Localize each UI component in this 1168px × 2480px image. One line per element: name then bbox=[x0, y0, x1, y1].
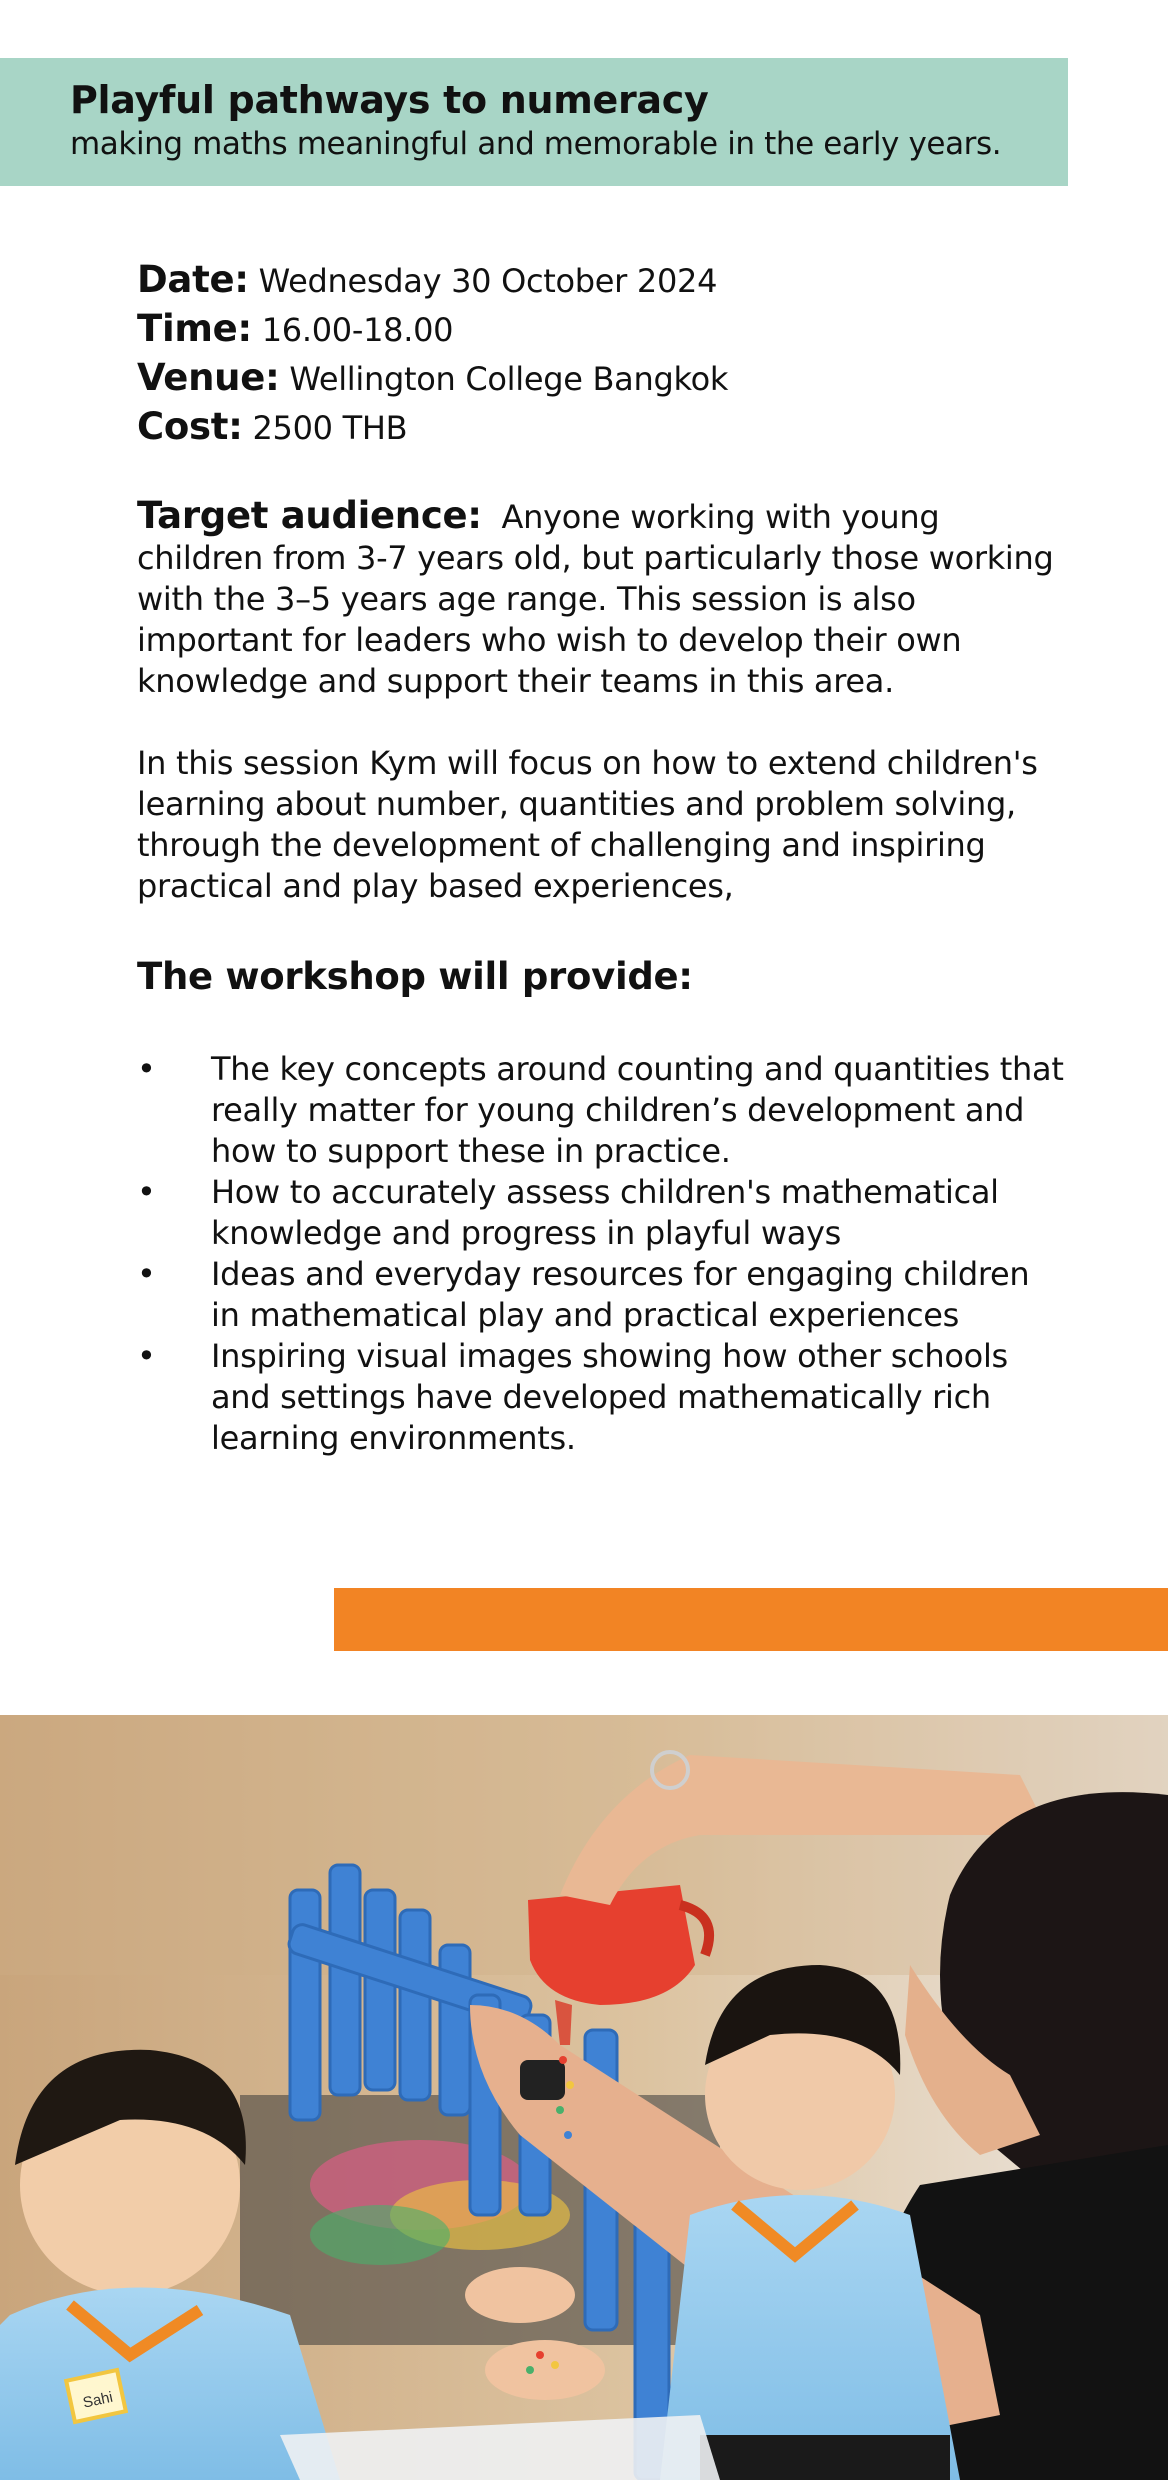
bullet-icon: • bbox=[137, 1050, 156, 1088]
date-label: Date: bbox=[137, 258, 249, 301]
cost-row bbox=[137, 403, 1077, 452]
classroom-photo bbox=[0, 1715, 1168, 2480]
list-item bbox=[137, 1336, 1067, 1459]
cost-value: 2500 THB bbox=[252, 409, 408, 447]
name-tag-text: Sahi bbox=[81, 2388, 115, 2412]
target-audience-text: Anyone working with young children from 3-7 years old, but particularly those working with the 3–5 years age range. This session is also important for leaders who wish to develop their own knowledge and support their teams in this area. bbox=[137, 498, 1054, 700]
venue-label: Venue: bbox=[137, 356, 280, 399]
time-label: Time: bbox=[137, 307, 252, 350]
date-row bbox=[137, 256, 1077, 305]
target-audience-label: Target audience: bbox=[137, 494, 482, 537]
list-item-text: The key concepts around counting and quantities that really matter for young children’s development and how to support these in practice. bbox=[211, 1050, 1064, 1170]
bullet-icon: • bbox=[137, 1337, 156, 1375]
classroom-photo-illustration bbox=[0, 1715, 1168, 2480]
orange-accent-bar bbox=[334, 1588, 1168, 1651]
time-row bbox=[137, 305, 1077, 354]
venue-row bbox=[137, 354, 1077, 403]
bullet-icon: • bbox=[137, 1173, 156, 1211]
page-subtitle: making maths meaningful and memorable in the early years. bbox=[70, 126, 1002, 162]
workshop-list bbox=[137, 1049, 1067, 1459]
date-value: Wednesday 30 October 2024 bbox=[258, 262, 718, 300]
time-value: 16.00-18.00 bbox=[261, 311, 454, 349]
header-band bbox=[0, 58, 1068, 186]
list-item bbox=[137, 1049, 1067, 1172]
list-item bbox=[137, 1172, 1067, 1254]
target-audience-paragraph bbox=[137, 495, 1067, 702]
venue-value: Wellington College Bangkok bbox=[289, 360, 729, 398]
list-item-text: How to accurately assess children's mathematical knowledge and progress in playful ways bbox=[211, 1173, 999, 1252]
list-item-text: Inspiring visual images showing how other schools and settings have developed mathematically rich learning environments. bbox=[211, 1337, 1008, 1457]
page-title: Playful pathways to numeracy bbox=[70, 78, 709, 122]
session-focus-paragraph: In this session Kym will focus on how to extend children's learning about number, quantities and problem solving, through the development of challenging and inspiring practical and play based experiences, bbox=[137, 744, 1038, 905]
bullet-icon: • bbox=[137, 1255, 156, 1293]
cost-label: Cost: bbox=[137, 405, 243, 448]
workshop-heading: The workshop will provide: bbox=[137, 955, 693, 998]
list-item-text: Ideas and everyday resources for engaging children in mathematical play and practical experiences bbox=[211, 1255, 1030, 1334]
list-item bbox=[137, 1254, 1067, 1336]
event-details bbox=[137, 256, 1077, 452]
